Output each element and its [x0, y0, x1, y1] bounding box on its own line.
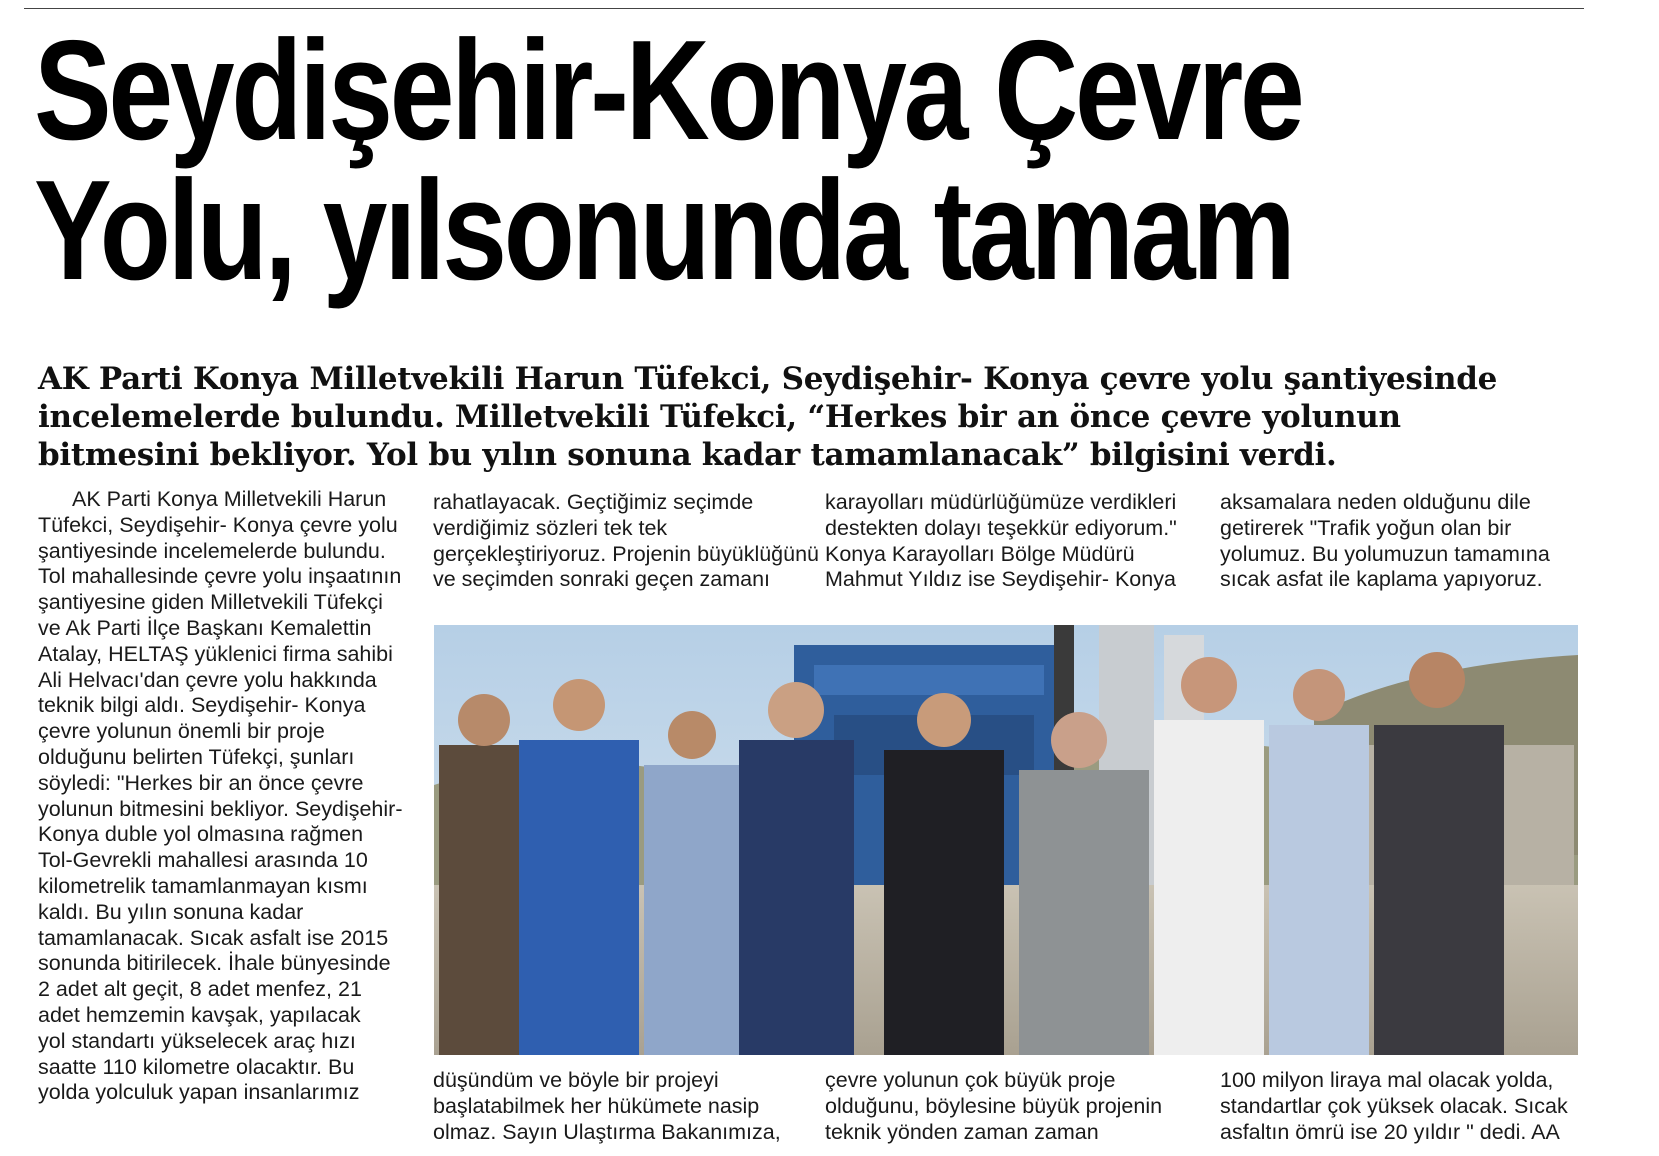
- top-rule: [24, 8, 1584, 9]
- article-line: yolunun bitmesini bekliyor. Seydişehir-: [38, 796, 403, 821]
- article-line: tamamlanacak. Sıcak asfalt ise 2015: [38, 925, 389, 950]
- article-line: getirerek "Trafik yoğun olan bir: [1220, 515, 1512, 540]
- article-line: Mahmut Yıldız ise Seydişehir- Konya: [825, 567, 1176, 592]
- article-line: olmaz. Sayın Ulaştırma Bakanımıza,: [433, 1119, 781, 1144]
- article-line: Tol mahallesinde çevre yolu inşaatının: [38, 564, 402, 589]
- article-line: şantiyesinde incelemelerde bulundu.: [38, 538, 386, 563]
- article-line: sonunda bitirilecek. İhale bünyesinde: [38, 951, 391, 976]
- article-line: kaldı. Bu yılın sonuna kadar: [38, 899, 304, 924]
- article-line: Tüfekci, Seydişehir- Konya çevre yolu: [38, 512, 398, 537]
- article-line: destekten dolayı teşekkür ediyorum.": [825, 515, 1177, 540]
- article-line: Tol-Gevrekli mahallesi arasında 10: [38, 848, 368, 873]
- article-line: teknik yönden zaman zaman: [825, 1119, 1099, 1144]
- article-line: Konya duble yol olmasına rağmen: [38, 822, 364, 847]
- article-column-2-bottom: [433, 1068, 781, 1145]
- article-line: ve seçimden sonraki geçen zamanı: [433, 567, 771, 592]
- article-line: 100 milyon liraya mal olacak yolda,: [1220, 1068, 1554, 1092]
- article-line: çevre yolunun çok büyük proje: [825, 1068, 1116, 1092]
- news-photo: [434, 625, 1578, 1055]
- article-line: aksamalara neden olduğunu dile: [1220, 490, 1531, 514]
- article-line: teknik bilgi aldı. Seydişehir- Konya: [38, 693, 366, 718]
- article-line: rahatlayacak. Geçtiğimiz seçimde: [433, 490, 754, 514]
- deck: [38, 360, 1598, 474]
- article-line: asfaltın ömrü ise 20 yıldır " dedi. AA: [1220, 1119, 1560, 1144]
- article-column-4-bottom: [1220, 1068, 1568, 1145]
- deck-line-3: bitmesini bekliyor. Yol bu yılın sonuna kadar tamamlanacak” bilgisini verdi.: [38, 437, 1337, 473]
- headline-line-2: Yolu, yılsonunda tamam: [34, 151, 1293, 310]
- article-line: düşündüm ve böyle bir projeyi: [433, 1068, 719, 1092]
- article-line: AK Parti Konya Milletvekili Harun: [72, 487, 387, 511]
- article-line: standartlar çok yüksek olacak. Sıcak: [1220, 1093, 1568, 1118]
- article-line: adet hemzemin kavşak, yapılacak: [38, 1002, 361, 1027]
- article-line: 2 adet alt geçit, 8 adet menfez, 21: [38, 977, 362, 1002]
- article-line: gerçekleştiriyoruz. Projenin büyüklüğünü: [433, 541, 820, 566]
- article-line: kilometrelik tamamlanmayan kısmı: [38, 873, 368, 898]
- article-column-1: [38, 487, 403, 1106]
- article-line: olduğunu, böylesine büyük projenin: [825, 1093, 1163, 1118]
- article-line: Atalay, HELTAŞ yüklenici firma sahibi: [38, 641, 393, 666]
- article-line: sıcak asfat ile kaplama yapıyoruz.: [1220, 567, 1543, 592]
- article-column-4-top: [1220, 490, 1550, 593]
- article-line: Konya Karayolları Bölge Müdürü: [825, 541, 1135, 566]
- deck-line-2: incelemelerde bulundu. Milletvekili Tüfekci, “Herkes bir an önce çevre yolunun: [38, 399, 1401, 435]
- article-column-2-top: [433, 490, 819, 593]
- article-line: yolda yolculuk yapan insanlarımız: [38, 1080, 360, 1105]
- article-line: ve Ak Parti İlçe Başkanı Kemalettin: [38, 615, 372, 640]
- article-column-3-bottom: [825, 1068, 1162, 1145]
- article-line: yolumuz. Bu yolumuzun tamamına: [1220, 541, 1550, 566]
- deck-line-1: AK Parti Konya Milletvekili Harun Tüfekci, Seydişehir- Konya çevre yolu şantiyesinde: [38, 361, 1498, 397]
- article-line: Ali Helvacı'dan çevre yolu hakkında: [38, 667, 377, 692]
- headline-line-1: Seydişehir-Konya Çevre: [34, 11, 1302, 170]
- headline: [34, 11, 1313, 310]
- article-line: çevre yolunun önemli bir proje: [38, 719, 325, 744]
- article-line: yol standartı yükselecek araç hızı: [38, 1028, 356, 1053]
- article-column-3-top: [825, 490, 1177, 593]
- article-line: başlatabilmek her hükümete nasip: [433, 1093, 760, 1118]
- article-line: olduğunu belirten Tüfekçi, şunları: [38, 744, 355, 769]
- article-line: söyledi: "Herkes bir an önce çevre: [38, 770, 364, 795]
- article-line: şantiyesine giden Milletvekili Tüfekçi: [38, 590, 383, 615]
- article-line: saatte 110 kilometre olacaktır. Bu: [38, 1054, 355, 1079]
- article-line: verdiğimiz sözleri tek tek: [433, 515, 668, 540]
- article-line: karayolları müdürlüğümüze verdikleri: [825, 490, 1177, 514]
